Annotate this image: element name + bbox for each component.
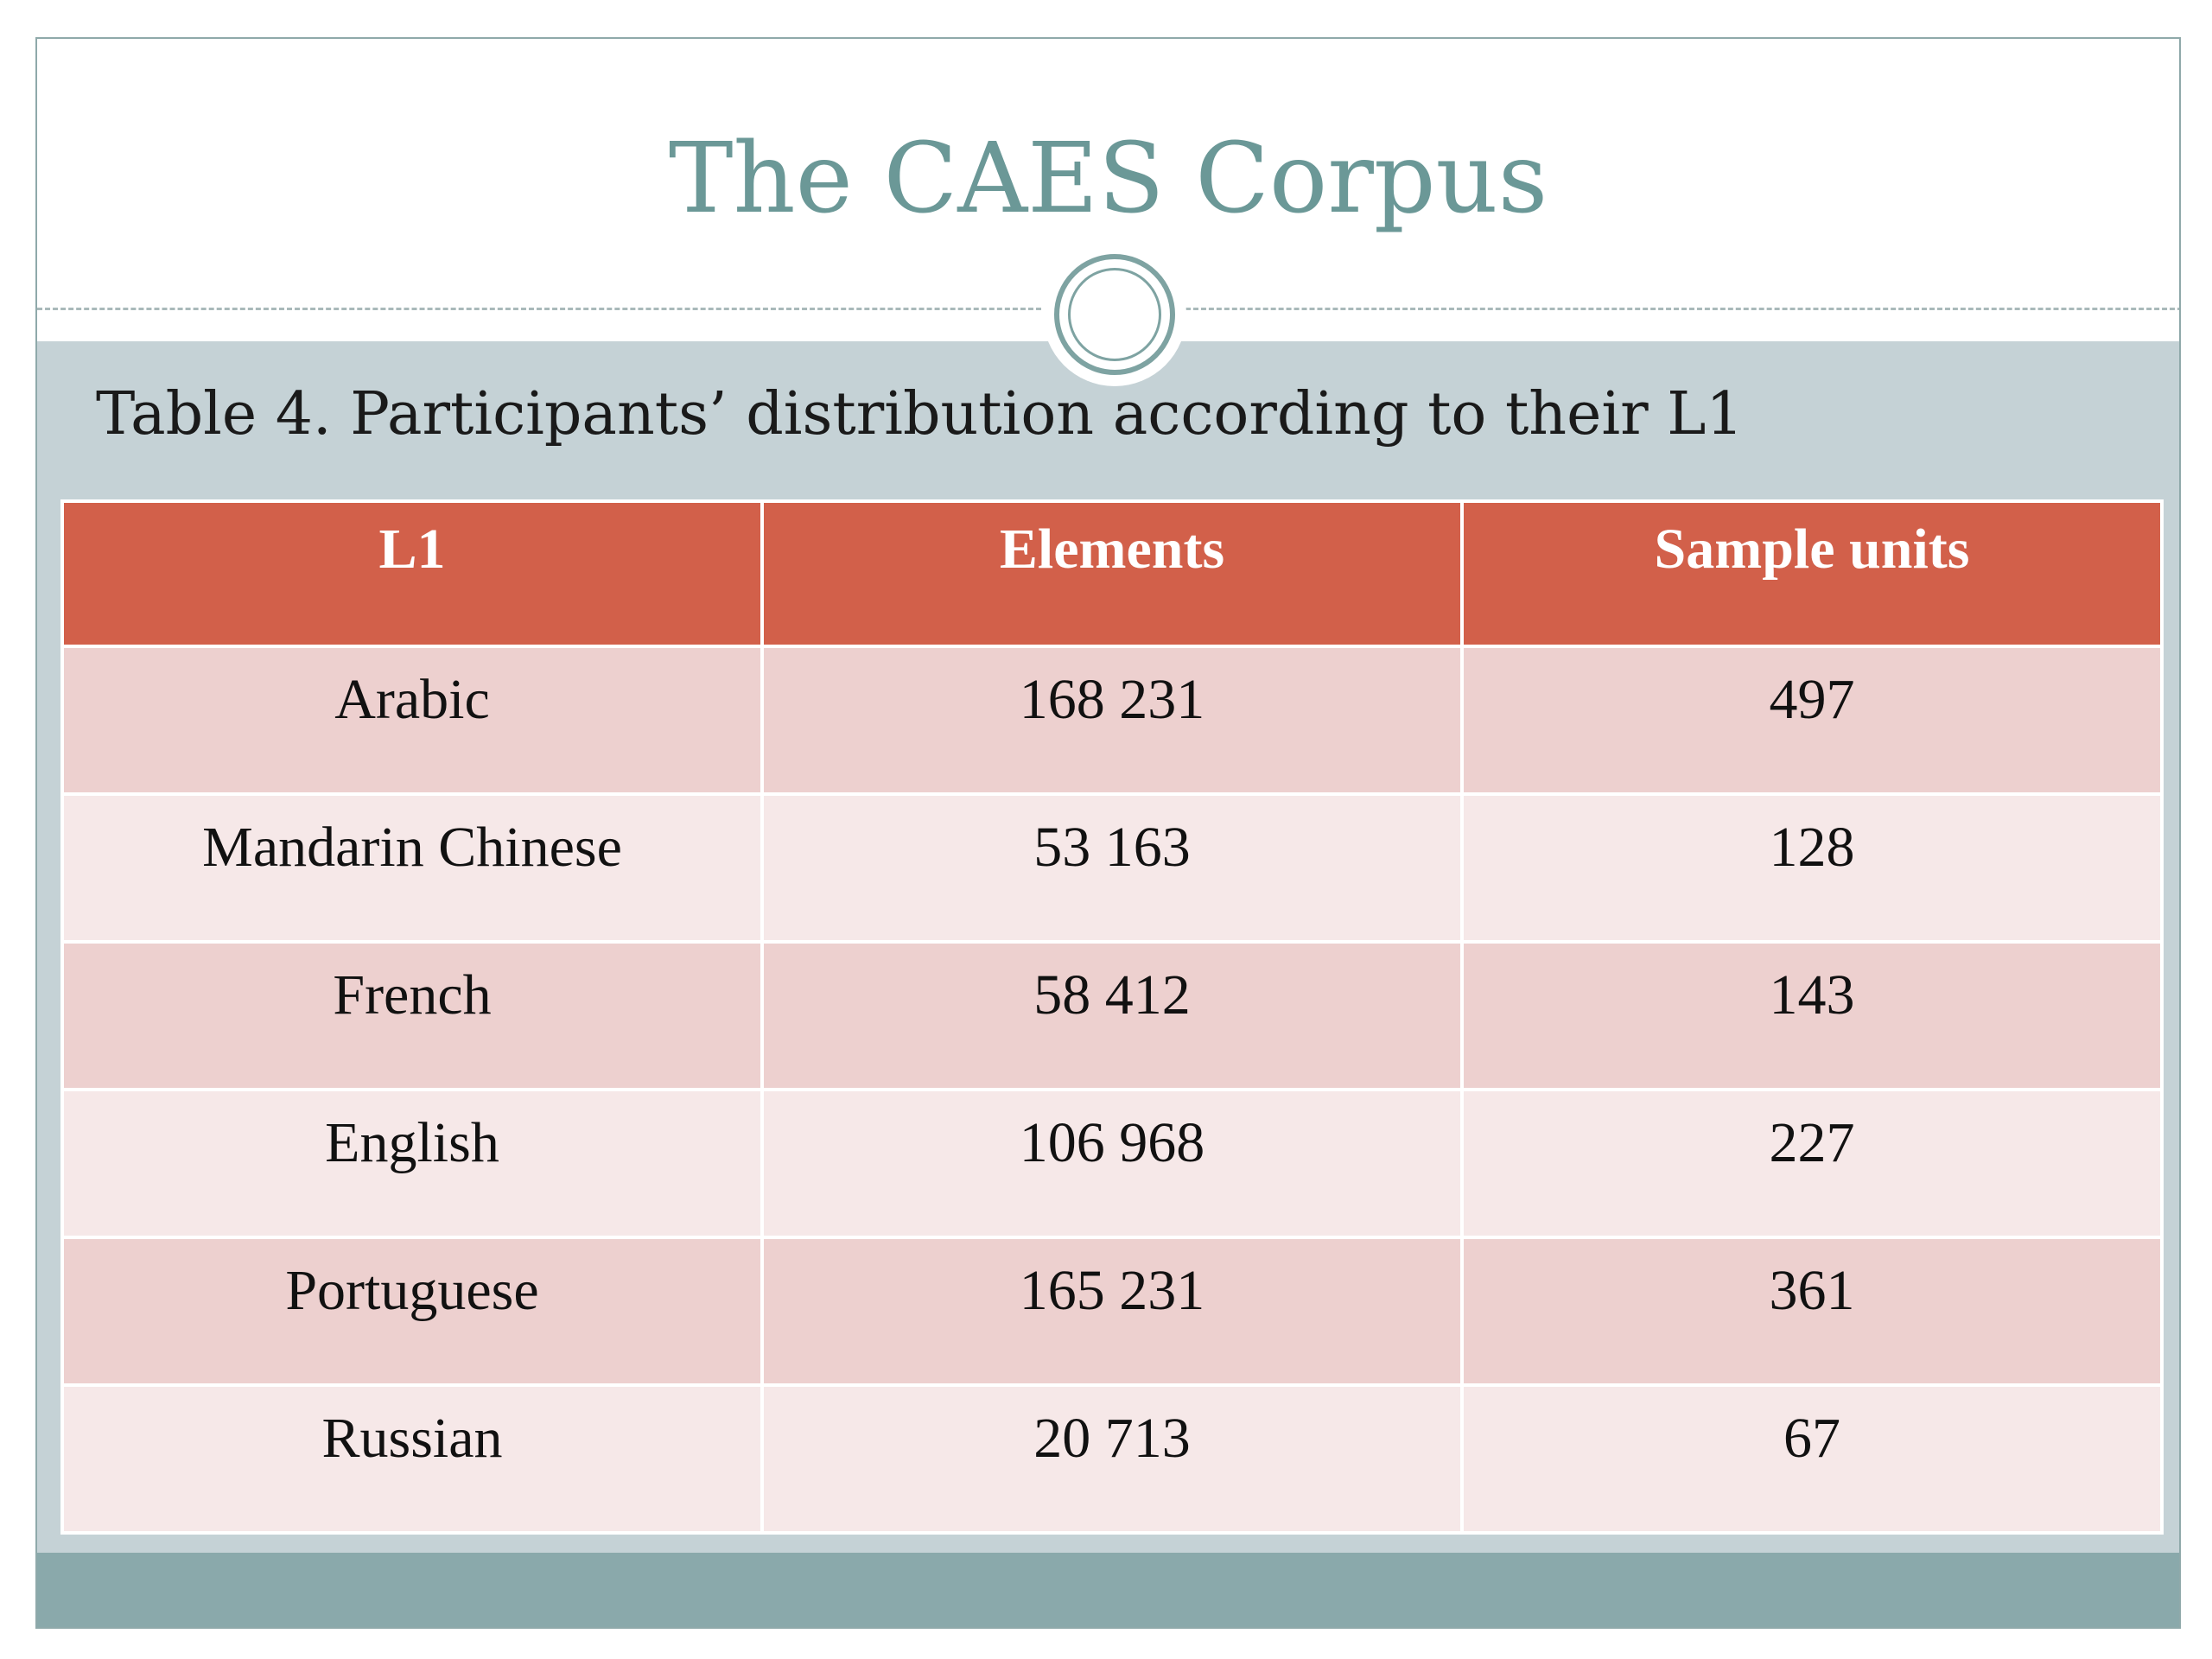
cell-l1: Mandarin Chinese (62, 794, 762, 942)
column-header-l1: L1 (62, 501, 762, 646)
cell-l1: French (62, 942, 762, 1090)
cell-sample-units: 143 (1462, 942, 2162, 1090)
cell-elements: 20 713 (762, 1385, 1462, 1533)
cell-elements: 106 968 (762, 1090, 1462, 1237)
header-divider-left (37, 308, 1041, 310)
cell-elements: 168 231 (762, 646, 1462, 794)
slide (35, 37, 2181, 1629)
cell-elements: 58 412 (762, 942, 1462, 1090)
cell-sample-units: 67 (1462, 1385, 2162, 1533)
footer-bar (37, 1553, 2179, 1629)
table-header-row (62, 501, 2162, 646)
cell-l1: Russian (62, 1385, 762, 1533)
table-row (62, 1090, 2162, 1237)
slide-title: The CAES Corpus (668, 123, 1548, 235)
cell-l1: Portuguese (62, 1237, 762, 1385)
table-row (62, 794, 2162, 942)
cell-sample-units: 128 (1462, 794, 2162, 942)
cell-elements: 53 163 (762, 794, 1462, 942)
cell-sample-units: 497 (1462, 646, 2162, 794)
participants-table (60, 499, 2164, 1535)
column-header-elements: Elements (762, 501, 1462, 646)
column-header-sample-units: Sample units (1462, 501, 2162, 646)
table-row (62, 1237, 2162, 1385)
circle-ornament-inner (1068, 268, 1161, 361)
cell-l1: English (62, 1090, 762, 1237)
circle-ornament-icon (1054, 254, 1175, 375)
table-caption: Table 4. Participants’ distribution according to their L1 (96, 380, 1744, 448)
table-row (62, 942, 2162, 1090)
cell-elements: 165 231 (762, 1237, 1462, 1385)
table-row (62, 1385, 2162, 1533)
header-divider-right (1185, 308, 2181, 310)
cell-sample-units: 361 (1462, 1237, 2162, 1385)
cell-l1: Arabic (62, 646, 762, 794)
cell-sample-units: 227 (1462, 1090, 2162, 1237)
table-row (62, 646, 2162, 794)
